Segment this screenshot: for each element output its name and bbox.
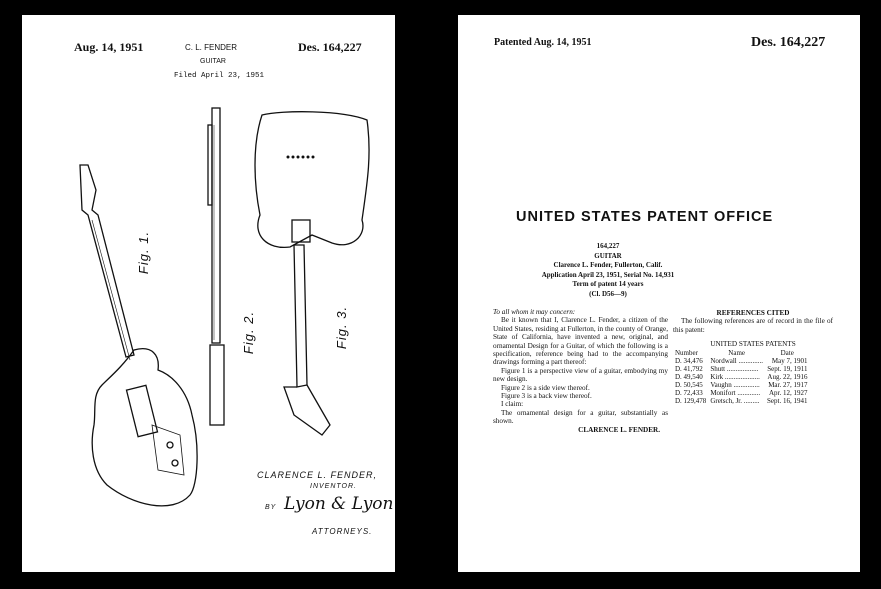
paragraph: Be it known that I, Clarence L. Fender, a citizen of the United States, residing at Fullerton, in the county of Orange, State of California, have invented a new, original, and ornamental Design for a Guitar, of which the following is a specification, reference being had to the accompanying drawings forming a part thereof: xyxy=(493,316,668,367)
inventor-header: C. L. FENDER xyxy=(185,43,238,52)
ref-date: Mar. 27, 1917 xyxy=(768,380,808,389)
fig-3-label: Fig. 3. xyxy=(334,305,350,350)
paragraph: The ornamental design for a guitar, substantially as shown. xyxy=(493,408,668,426)
references-subheading: UNITED STATES PATENTS xyxy=(710,340,796,349)
patent-drawing-page xyxy=(22,15,395,572)
inventor-line: Clarence L. Fender, Fullerton, Calif. xyxy=(553,261,663,269)
table-row xyxy=(673,389,809,397)
ref-number: D. 129,478 xyxy=(675,396,707,405)
inventor-role: INVENTOR. xyxy=(310,483,357,490)
attorney-role: ATTORNEYS. xyxy=(312,527,373,536)
references-table xyxy=(673,349,809,405)
design-number: Des. 164,227 xyxy=(298,40,362,54)
ref-number: D. 50,545 xyxy=(675,380,703,389)
office-heading: UNITED STATES PATENT OFFICE xyxy=(516,209,774,225)
patent-title: GUITAR xyxy=(594,251,622,260)
salutation: To all whom it may concern: xyxy=(493,308,576,316)
table-row xyxy=(673,397,809,405)
ref-number: D. 34,476 xyxy=(675,356,703,365)
inventor-signature: CLARENCE L. FENDER, xyxy=(257,470,378,480)
ref-name: Vaughn ............... xyxy=(710,380,760,389)
fig-1-label: Fig. 1. xyxy=(136,230,152,275)
ref-date: Apr. 12, 1927 xyxy=(768,388,808,397)
paragraph: I claim: xyxy=(501,400,524,409)
references-heading: REFERENCES CITED xyxy=(716,309,790,317)
table-row xyxy=(673,381,809,389)
ref-date: Sept. 19, 1911 xyxy=(767,364,808,373)
references-cited xyxy=(673,309,833,405)
ref-date: May 7, 1901 xyxy=(771,356,808,365)
ref-number: D. 72,433 xyxy=(675,388,703,397)
ref-name: Gretsch, Jr. ......... xyxy=(710,396,760,405)
ref-name: Shutt .................. xyxy=(710,364,759,373)
references-intro: The following references are of record in the file of this patent: xyxy=(673,317,833,334)
column-header: Name xyxy=(728,348,746,357)
ref-name: Nordwall .............. xyxy=(710,356,764,365)
ref-date: Sept. 16, 1941 xyxy=(767,396,808,405)
paragraph: Figure 1 is a perspective view of a guitar, embodying my new design. xyxy=(493,366,668,384)
class-line: (Cl. D56—9) xyxy=(589,289,627,298)
ref-number: D. 49,540 xyxy=(675,372,703,381)
table-row xyxy=(673,373,809,381)
patent-date: Aug. 14, 1951 xyxy=(74,40,144,54)
application-line: Application April 23, 1951, Serial No. 14,931 xyxy=(541,270,675,279)
ref-name: Kirk .................... xyxy=(710,372,760,381)
attorney-signature: Lyon & Lyon xyxy=(284,494,394,514)
filed-date: Filed April 23, 1951 xyxy=(174,72,265,80)
fig-2-label: Fig. 2. xyxy=(241,310,257,355)
patent-header-block xyxy=(458,242,758,299)
column-header: Date xyxy=(780,348,794,357)
ref-name: Monifort ............. xyxy=(710,388,761,397)
column-header: Number xyxy=(675,348,698,357)
term-line: Term of patent 14 years xyxy=(572,280,644,288)
paragraph: Figure 2 is a side view thereof. xyxy=(501,383,590,392)
ref-number: D. 41,792 xyxy=(675,364,703,373)
table-row xyxy=(673,357,809,365)
patent-number: 164,227 xyxy=(596,242,620,250)
patent-text-page xyxy=(458,15,860,572)
drawing-title: GUITAR xyxy=(200,58,226,65)
figure-2-side xyxy=(208,108,224,425)
design-number: Des. 164,227 xyxy=(751,35,826,50)
by-label: BY xyxy=(265,504,277,511)
figure-3-back xyxy=(255,112,369,435)
paragraph: Figure 3 is a back view thereof. xyxy=(501,392,592,401)
figure-1-perspective xyxy=(80,165,197,506)
signature: CLARENCE L. FENDER. xyxy=(578,425,660,434)
patented-date: Patented Aug. 14, 1951 xyxy=(494,37,592,48)
table-row xyxy=(673,365,809,373)
ref-date: Aug. 22, 1916 xyxy=(767,372,808,381)
specification-text xyxy=(493,308,668,434)
